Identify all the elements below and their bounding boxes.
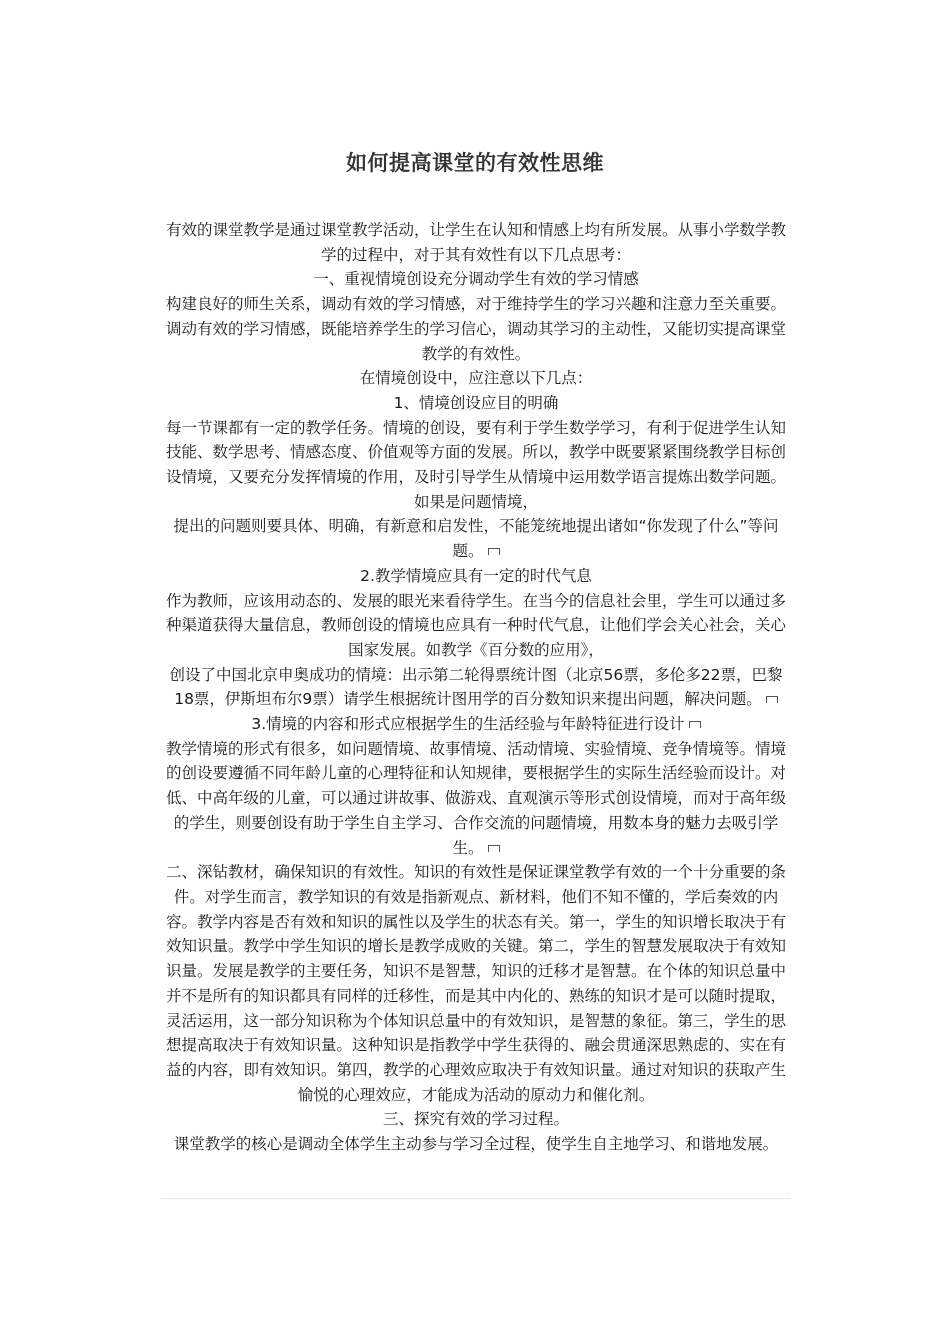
document-body (162, 218, 790, 1157)
intro-paragraph: 有效的课堂教学是通过课堂教学活动，让学生在认知和情感上均有所发展。从事小学数学教学的过程中，对于其有效性有以下几点思考： (165, 221, 786, 264)
body-paragraph: 在情境创设中，应注意以下几点： (359, 369, 593, 388)
subheading-1: 1、情境创设应目的明确 (393, 393, 559, 412)
paragraph-return-icon (689, 721, 701, 728)
paragraph-return-icon (766, 696, 778, 703)
subheading-2: 2.教学情境应具有一定的时代气息 (360, 566, 592, 585)
body-paragraph: 作为教师，应该用动态的、发展的眼光来看待学生。在当今的信息社会里，学生可以通过多种渠道获得大量信息，教师创设的情境也应具有一种时代气息，让他们学会关心社会，关心国家发展。如教学《百分数的应用》， (165, 591, 786, 659)
body-paragraph-with-mark: 提出的问题则要具体、明确，有新意和启发性，不能笼统地提出诸如“你发现了什么”等问题。 (173, 517, 779, 561)
subheading-3-with-mark: 3.情境的内容和形式应根据学生的生活经验与年龄特征进行设计 (162, 712, 790, 737)
document-title: 如何提高课堂的有效性思维 (346, 151, 604, 175)
paragraph-return-icon (488, 548, 500, 555)
section-paragraph-2: 二、深钻教材，确保知识的有效性。知识的有效性是保证课堂教学有效的一个十分重要的条件。对学生而言，教学知识的有效是指新观点、新材料，他们不知不懂的，学后奏效的内容。教学内容是否有效和知识的属性以及学生的状态有关。第一，学生的知识增长取决于有效知识量。教学中学生知识的增长是教学成败的关键。第二，学生的智慧发展取决于有效知识量。发展是教学的主要任务，知识不是智慧，知识的迁移才是智慧。在个体的知识总量中并不是所有的知识都具有同样的迁移性，而是其中内化的、熟练的知识才是可以随时提取，灵活运用，这一部分知识称为个体知识总量中的有效知识，是智慧的象征。第三，学生的思想提高取决于有效知识量。这种知识是指教学中学生获得的、融会贯通深思熟虑的、实在有益的内容，即有效知识。第四，教学的心理效应取决于有效知识量。通过对知识的获取产生愉悦的心理效应，才能成为活动的原动力和催化剂。 (165, 863, 786, 1104)
body-paragraph-with-mark: 教学情境的形式有很多，如问题情境、故事情境、活动情境、实验情境、竞争情境等。情境的创设要遵循不同年龄儿童的心理特征和认知规律，要根据学生的实际生活经验而设计。对低、中高年级的儿童，可以通过讲故事、做游戏、直观演示等形式创设情境，而对于高年级的学生，则要创设有助于学生自主学习、合作交流的问题情境，用数本身的魅力去吸引学生。 (165, 739, 786, 857)
body-paragraph: 构建良好的师生关系，调动有效的学习情感，对于维持学生的学习兴趣和注意力至关重要。调动有效的学习情感，既能培养学生的学习信心，调动其学习的主动性，又能切实提高课堂教学的有效性。 (165, 295, 786, 363)
section-heading-3: 三、探究有效的学习过程。 (382, 1110, 569, 1129)
body-paragraph: 每一节课都有一定的教学任务。情境的创设，要有利于学生数学学习，有利于促进学生认知技能、数学思考、情感态度、价值观等方面的发展。所以，教学中既要紧紧围绕教学目标创设情境，又要充分发挥情境的作用，及时引导学生从情境中运用数学语言提炼出数学问题。如果是问题情境， (165, 418, 786, 511)
section-heading-1: 一、重视情境创设充分调动学生有效的学习情感 (313, 270, 639, 289)
bottom-divider (162, 1198, 790, 1199)
body-paragraph-with-mark: 创设了中国北京申奥成功的情境：出示第二轮得票统计图（北京56票，多伦多22票，巴黎18票，伊斯坦布尔9票）请学生根据统计图用学的百分数知识来提出问题，解决问题。 (169, 665, 783, 709)
body-paragraph: 课堂教学的核心是调动全体学生主动参与学习全过程，使学生自主地学习、和谐地发展。 (173, 1135, 779, 1154)
paragraph-return-icon (488, 845, 500, 852)
